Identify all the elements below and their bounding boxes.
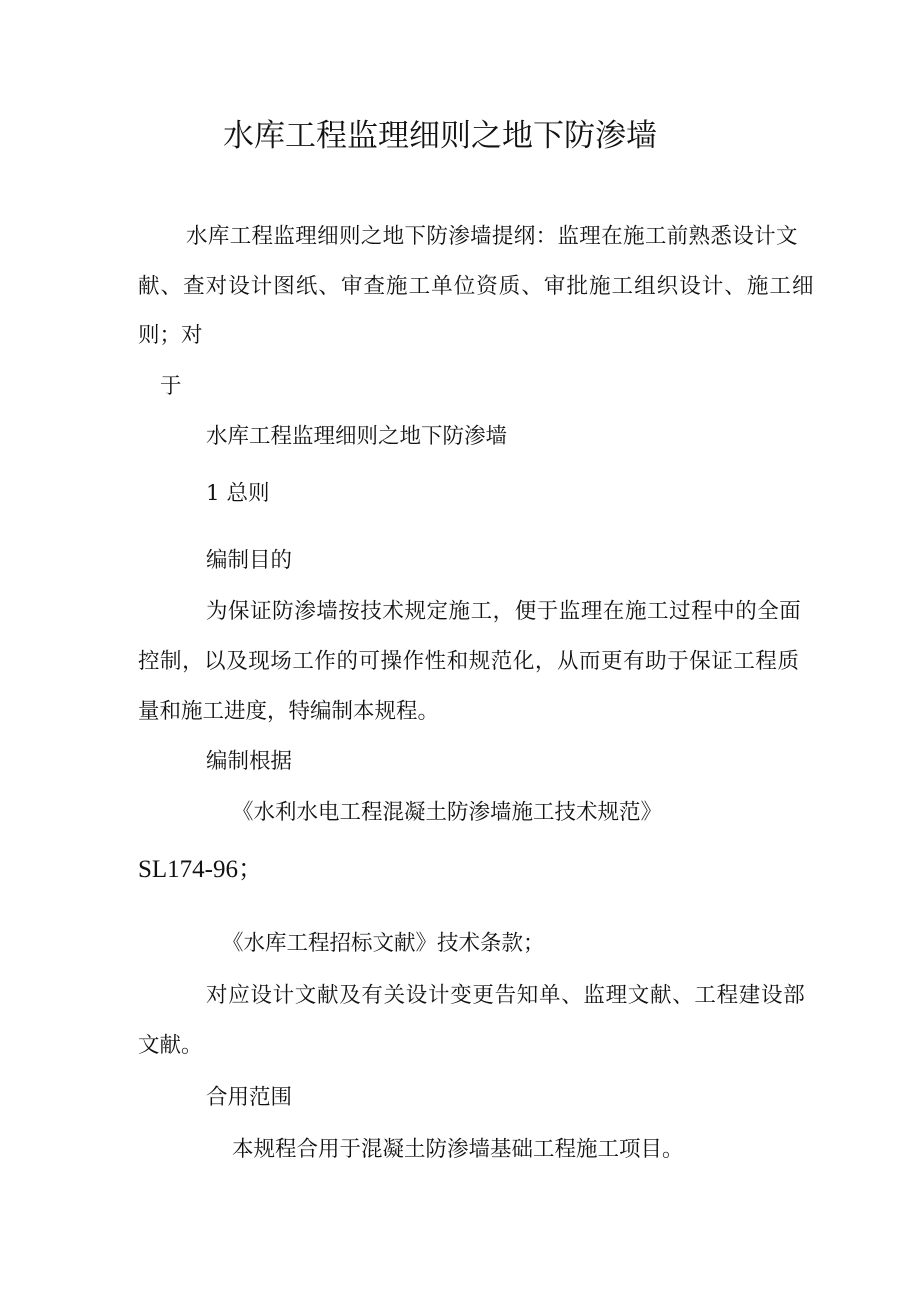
- section-heading-purpose: 编制目的: [206, 548, 293, 573]
- purpose-text-line: 控制，以及现场工作的可操作性和规范化，从而更有助于保证工程质: [138, 649, 800, 674]
- basis-item: 对应设计文献及有关设计变更告知单、监理文献、工程建设部: [206, 983, 806, 1008]
- intro-line: 则；对: [138, 323, 203, 348]
- basis-standard-code: SL174-96；: [138, 856, 264, 883]
- basis-item: 文献。: [138, 1033, 203, 1058]
- intro-line: 于: [160, 374, 182, 399]
- chapter-heading: 1 总则: [206, 481, 270, 506]
- intro-line: 水库工程监理细则之地下防渗墙提纲：监理在施工前熟悉设计文: [186, 224, 798, 249]
- section-heading-basis: 编制根据: [206, 749, 293, 774]
- basis-item: 《水利水电工程混凝土防渗墙施工技术规范》: [232, 800, 663, 825]
- section-heading-scope: 合用范围: [206, 1085, 293, 1110]
- intro-line: 献、查对设计图纸、审查施工单位资质、审批施工组织设计、施工细: [138, 274, 815, 299]
- document-title: 水库工程监理细则之地下防渗墙: [223, 118, 657, 154]
- scope-text: 本规程合用于混凝土防渗墙基础工程施工项目。: [232, 1137, 684, 1162]
- document-subtitle: 水库工程监理细则之地下防渗墙: [206, 424, 508, 449]
- purpose-text-line: 量和施工进度，特编制本规程。: [138, 699, 440, 724]
- purpose-text-line: 为保证防渗墙按技术规定施工，便于监理在施工过程中的全面: [206, 599, 802, 624]
- basis-item: 《水库工程招标文献》技术条款；: [222, 931, 545, 956]
